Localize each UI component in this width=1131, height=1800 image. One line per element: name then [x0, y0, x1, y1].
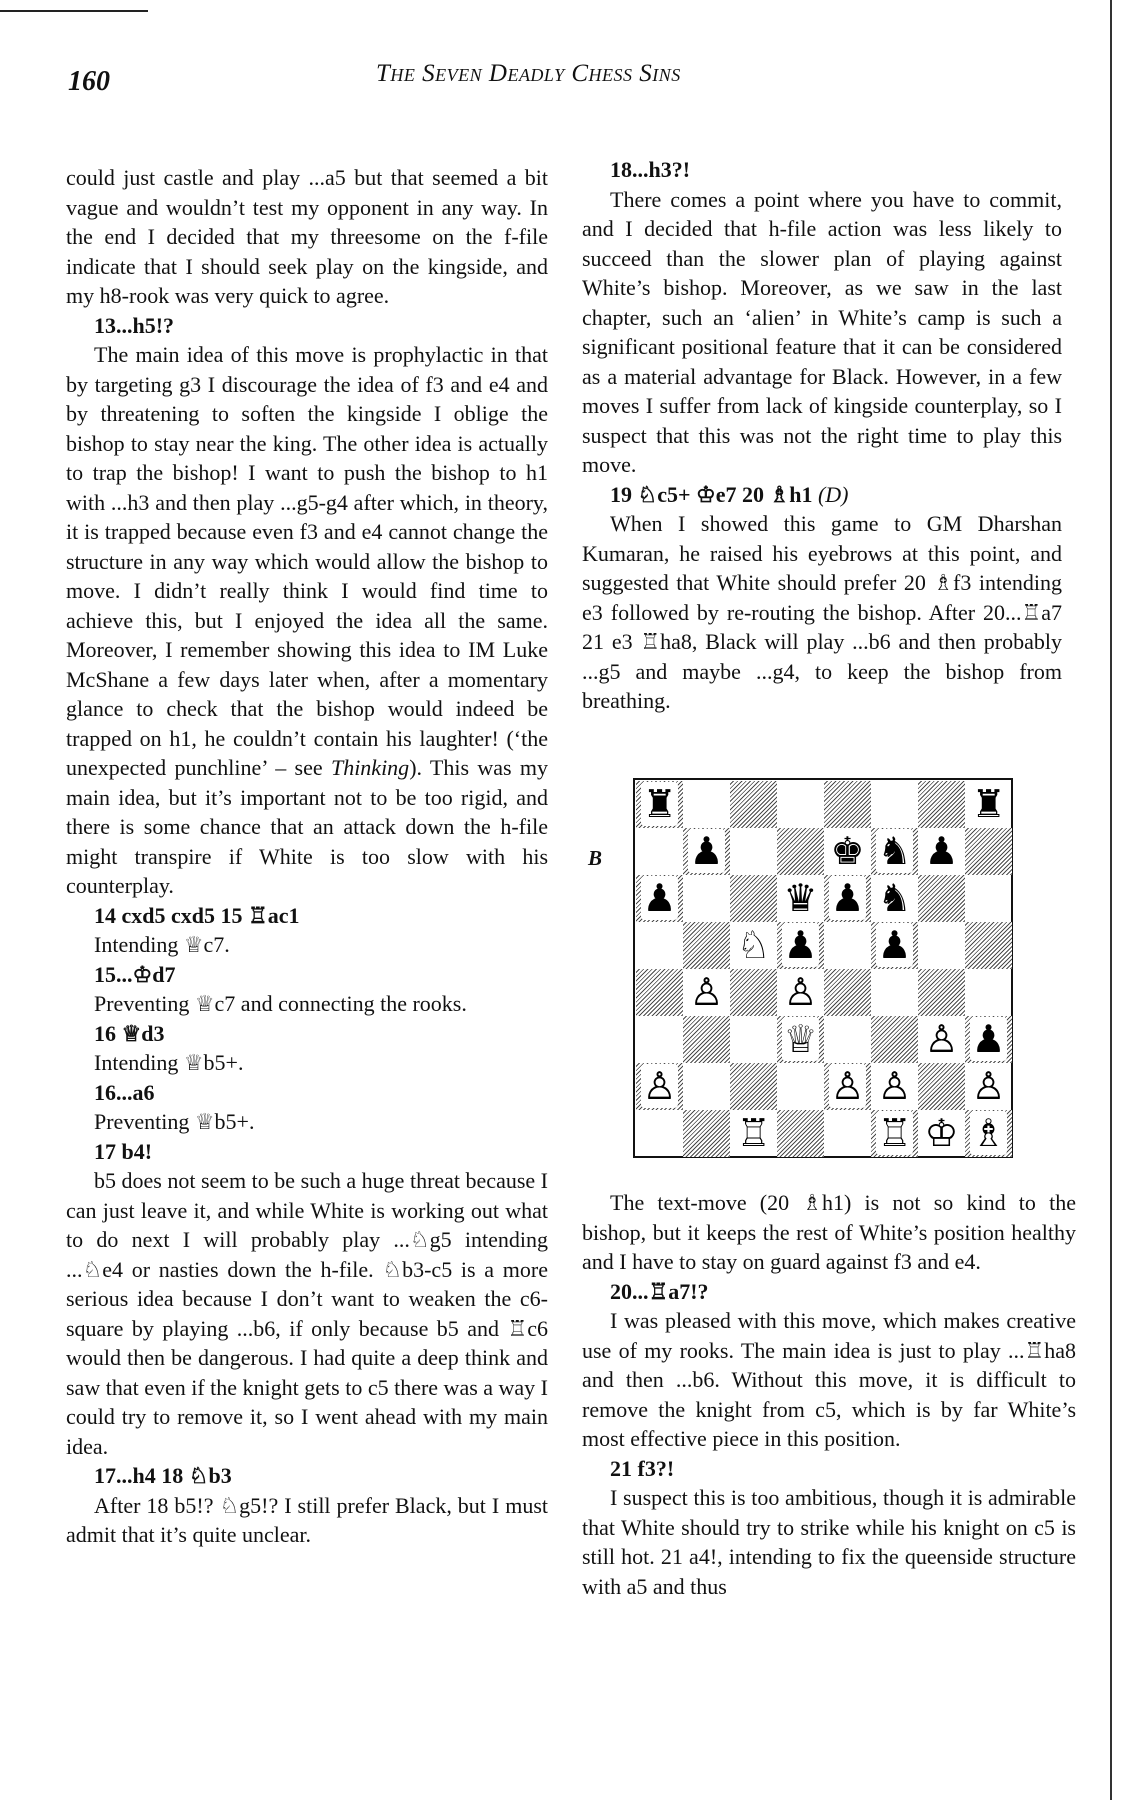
white-pawn-icon: ♙	[689, 970, 724, 1014]
black-rook-icon: ♜	[642, 782, 677, 826]
black-pawn-icon: ♟	[689, 829, 724, 873]
black-knight-icon: ♞	[877, 829, 912, 873]
square-g4	[918, 969, 965, 1016]
white-pawn-icon: ♙	[877, 1064, 912, 1108]
move-note: Preventing ♕c7 and connecting the rooks.	[94, 991, 467, 1016]
black-king-icon: ♚	[830, 829, 865, 873]
book-title: Thinking	[330, 755, 410, 780]
paragraph: b5 does not seem to be such a huge threat because I can just leave it, and while White is working out what to do next I will probably play ...♘g5 intending ...♘e4 or nasties down the h-file. ♘b3-c5 is a more serious idea because I don’t want to weaken the c6-square by playing ...b6, if only because b5 and ♖c6 would then be dangerous. I had quite a deep think and saw that even if the knight gets to c5 there was a way I could try to remove it, so I went ahead with my main idea.	[66, 1168, 549, 1459]
square-g8	[918, 781, 965, 828]
chess-board	[633, 778, 1013, 1158]
page-edge-rule	[1110, 0, 1112, 1800]
white-pawn-icon: ♙	[971, 1064, 1006, 1108]
square-a1	[636, 1110, 683, 1157]
white-king-icon: ♔	[924, 1111, 959, 1155]
square-b2	[683, 1063, 730, 1110]
move-note: Preventing ♕b5+.	[94, 1109, 255, 1134]
black-knight-icon: ♞	[877, 876, 912, 920]
move-heading: 13...h5!?	[94, 312, 175, 338]
move-heading: 20...♖a7!?	[610, 1278, 709, 1304]
right-column-bottom	[582, 1188, 1076, 1601]
square-e3	[824, 1016, 871, 1063]
square-h6	[965, 875, 1012, 922]
page-number: 160	[68, 66, 110, 97]
square-g5	[918, 922, 965, 969]
paragraph: The main idea of this move is prophylactic in that by targeting g3 I discourage the idea of f3 and e4 and by threatening to soften the kingside I oblige the bishop to stay near the king. The other idea is actually to trap the bishop! I want to push the bishop to h1 with ...h3 and then play ...g5-g4 after which, in theory, it is trapped because even f3 and e4 cannot change the structure in any way which would allow the bishop to move. I didn’t really think I would find time to achieve this, but I enjoyed the idea all the same. Moreover, I remember showing this idea to IM Luke McShane a few days later when, after a momentary glance to check that the bishop would indeed be trapped on h1, he couldn’t contain his laughter! (‘the unexpected punchline’ – see Thinking). This was my main idea, but it’s important not to be too rigid, and there is some chance that an attack down the h-file might transpire if White is too slow with his counterplay.	[66, 342, 548, 898]
square-a4	[636, 969, 683, 1016]
square-c3	[730, 1016, 777, 1063]
square-e8	[824, 781, 871, 828]
white-bishop-icon: ♗	[971, 1111, 1006, 1155]
right-column-top	[582, 155, 1062, 716]
paragraph: I was pleased with this move, which makes creative use of my rooks. The main idea is just to play ...♖ha8 and then ...b6. Without this move, it is difficult to remove the knight from c5, which is by far White’s most effective piece in this position.	[582, 1308, 1076, 1451]
diagram-marker: (D)	[817, 481, 849, 507]
square-d2	[777, 1063, 824, 1110]
move-heading: 16 ♕d3	[94, 1020, 165, 1046]
square-c8	[730, 781, 777, 828]
square-d1	[777, 1110, 824, 1157]
white-pawn-icon: ♙	[642, 1064, 677, 1108]
running-title: The Seven Deadly Chess Sins	[376, 60, 681, 87]
chess-diagram	[633, 778, 1013, 1158]
white-pawn-icon: ♙	[783, 970, 818, 1014]
paragraph: could just castle and play ...a5 but that seemed a bit vague and wouldn’t test my opponent in any way. In the end I decided that my threesome on the f-file indicate that I should seek play on the kingside, and my h8-rook was very quick to agree.	[66, 165, 548, 308]
move-heading: 17...h4 18 ♘b3	[94, 1463, 232, 1488]
black-pawn-icon: ♟	[924, 829, 959, 873]
square-g2	[918, 1063, 965, 1110]
white-rook-icon: ♖	[736, 1111, 771, 1155]
square-b3	[683, 1016, 730, 1063]
side-to-move-label: B	[588, 846, 603, 870]
white-knight-icon: ♘	[736, 923, 771, 967]
left-column	[66, 163, 548, 1550]
black-pawn-icon: ♟	[783, 923, 818, 967]
square-d8	[777, 781, 824, 828]
top-rule	[0, 10, 148, 12]
square-f3	[871, 1016, 918, 1063]
square-b8	[683, 781, 730, 828]
square-b1	[683, 1110, 730, 1157]
square-e5	[824, 922, 871, 969]
square-e1	[824, 1110, 871, 1157]
move-heading: 14 cxd5 cxd5 15 ♖ac1	[94, 902, 300, 928]
square-a7	[636, 828, 683, 875]
move-heading: 16...a6	[94, 1079, 155, 1105]
square-c6	[730, 875, 777, 922]
square-b5	[683, 922, 730, 969]
white-queen-icon: ♕	[783, 1017, 818, 1061]
black-pawn-icon: ♟	[877, 923, 912, 967]
move-note: Intending ♕c7.	[94, 932, 230, 957]
square-e4	[824, 969, 871, 1016]
square-b6	[683, 875, 730, 922]
move-heading: 19 ♘c5+ ♔e7 20 ♗h1 (D)	[610, 481, 849, 507]
black-pawn-icon: ♟	[830, 876, 865, 920]
square-a5	[636, 922, 683, 969]
square-f8	[871, 781, 918, 828]
black-queen-icon: ♛	[783, 876, 818, 920]
paragraph: When I showed this game to GM Dharshan Kumaran, he raised his eyebrows at this point, and suggested that White should prefer 20 ♗f3 intending e3 followed by re-routing the bishop. After 20...♖a7 21 e3 ♖ha8, Black will play ...b6 and then probably ...g5 and maybe ...g4, to keep the bishop from breathing.	[582, 511, 1062, 713]
move-note: Intending ♕b5+.	[94, 1050, 244, 1075]
black-pawn-icon: ♟	[971, 1017, 1006, 1061]
square-a3	[636, 1016, 683, 1063]
square-c2	[730, 1063, 777, 1110]
black-pawn-icon: ♟	[642, 876, 677, 920]
paragraph: I suspect this is too ambitious, though it is admirable that White should try to strike while his knight on c5 is still hot. 21 a4!, intending to fix the queenside structure with a5 and thus	[582, 1485, 1076, 1599]
square-d7	[777, 828, 824, 875]
paragraph: After 18 b5!? ♘g5!? I still prefer Black, but I must admit that it’s quite unclear.	[66, 1492, 548, 1547]
square-g6	[918, 875, 965, 922]
square-c7	[730, 828, 777, 875]
white-pawn-icon: ♙	[830, 1064, 865, 1108]
black-rook-icon: ♜	[971, 782, 1006, 826]
square-f4	[871, 969, 918, 1016]
paragraph: The text-move (20 ♗h1) is not so kind to the bishop, but it keeps the rest of White’s position healthy and I have to stay on guard against f3 and e4.	[582, 1190, 1076, 1274]
square-h5	[965, 922, 1012, 969]
square-h7	[965, 828, 1012, 875]
square-h4	[965, 969, 1012, 1016]
square-c4	[730, 969, 777, 1016]
move-heading: 17 b4!	[94, 1138, 153, 1164]
move-heading: 15...♔d7	[94, 961, 176, 987]
move-heading: 18...h3?!	[610, 157, 691, 182]
white-rook-icon: ♖	[877, 1111, 912, 1155]
move-heading: 21 f3?!	[610, 1455, 675, 1481]
white-pawn-icon: ♙	[924, 1017, 959, 1061]
paragraph: There comes a point where you have to commit, and I decided that h-file action was less likely to succeed than the slower plan of playing against White’s bishop. Moreover, as we saw in the last chapter, such an ‘alien’ in White’s camp is such a significant positional feature that it can be considered as a material advantage for Black. However, in a few moves I suffer from lack of kingside counterplay, so I suspect that this was not the right time to play this move.	[582, 186, 1062, 477]
